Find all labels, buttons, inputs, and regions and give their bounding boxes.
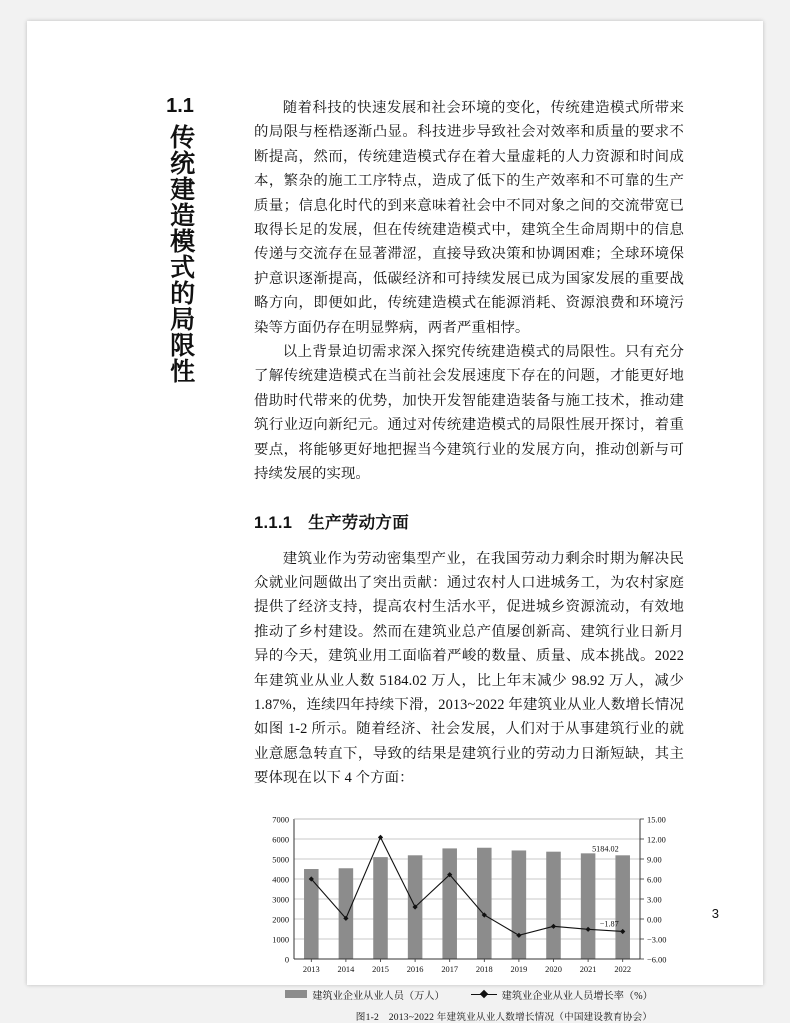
svg-text:15.00: 15.00 — [647, 814, 666, 824]
legend-label-line: 建筑业企业从业人员增长率（%） — [501, 990, 653, 1002]
body-column — [254, 96, 684, 1023]
svg-text:2018: 2018 — [475, 964, 493, 974]
legend-item-bars — [285, 987, 444, 1002]
chapter-heading — [145, 96, 215, 389]
section-title: 生产劳动方面 — [308, 513, 410, 532]
chart-legend — [254, 987, 684, 1002]
legend-item-line — [471, 987, 653, 1002]
svg-text:2020: 2020 — [545, 964, 562, 974]
section-heading — [254, 509, 684, 533]
svg-text:2017: 2017 — [441, 964, 459, 974]
svg-text:0.00: 0.00 — [647, 914, 662, 924]
bar-swatch-icon — [285, 990, 307, 998]
page-number: 3 — [711, 906, 719, 921]
paragraph-2: 以上背景迫切需求深入探究传统建造模式的局限性。只有充分了解传统建造模式在当前社会发展速度下存在的问题，才能更好地借助时代带来的优势，加快开发智能建造装备与施工技术，推动建筑行业迈向新纪元。通过对传统建造模式的局限性展开探讨，着重要点，将能够更好地把握当今建筑行业的发展方向，推动创新与可持续发展的实现。 — [254, 344, 684, 483]
figure-caption: 图1-2 2013~2022 年建筑业从业人数增长情况（中国建设教育协会） — [355, 1011, 653, 1023]
chapter-title: 传统建造模式的局限性 — [166, 124, 195, 384]
svg-text:2022: 2022 — [614, 964, 632, 974]
svg-text:2013: 2013 — [302, 964, 320, 974]
svg-text:2021: 2021 — [579, 964, 597, 974]
svg-text:4000: 4000 — [272, 874, 289, 884]
figure-1-2 — [254, 809, 684, 1023]
svg-text:2014: 2014 — [337, 964, 355, 974]
svg-text:0: 0 — [284, 954, 289, 964]
legend-label-bars: 建筑业企业从业人员（万人） — [312, 990, 445, 1002]
svg-text:3.00: 3.00 — [647, 894, 662, 904]
svg-text:2019: 2019 — [510, 964, 528, 974]
svg-text:6.00: 6.00 — [647, 874, 662, 884]
svg-text:3000: 3000 — [272, 894, 289, 904]
svg-text:2016: 2016 — [406, 964, 424, 974]
svg-text:−6.00: −6.00 — [647, 954, 667, 964]
svg-text:9.00: 9.00 — [647, 854, 662, 864]
svg-text:7000: 7000 — [272, 814, 289, 824]
chart-container — [254, 809, 684, 981]
employment-chart — [254, 809, 684, 981]
section-number: 1.1.1 — [254, 513, 293, 532]
document-page — [27, 21, 763, 1023]
svg-text:1000: 1000 — [272, 934, 289, 944]
paragraph-3: 建筑业作为劳动密集型产业，在我国劳动力剩余时期为解决民众就业问题做出了突出贡献：通过农村人口进城务工，为农村家庭提供了经济支持，提高农村生活水平，促进城乡资源流动，有效地推动了乡村建设。然而在建筑业总产值屡创新高、建筑行业日新月异的今天，建筑业用工面临着严峻的数量、质量、成本挑战。2022 年建筑业从业人数 5184.02 万人，比上年末减少 98.92 万人，减少 1.87%，连续四年持续下滑，2013~2022 年建筑业从业人数增长情况如图 1-2 所示。随着经济、社会发展，人们对于从事建筑行业的就业意愿急转直下，导致的结果是建筑行业的劳动力日渐短缺，其主要体现在以下 4 个方面： — [254, 550, 684, 787]
svg-text:5184.02: 5184.02 — [592, 843, 619, 853]
svg-text:6000: 6000 — [272, 834, 289, 844]
line-swatch-icon — [471, 990, 497, 999]
paragraph-1: 随着科技的快速发展和社会环境的变化，传统建造模式所带来的局限与桎梏逐渐凸显。科技进步导致社会对效率和质量的要求不断提高，然而，传统建造模式存在着大量虚耗的人力资源和时间成本，繁杂的施工工序特点，造成了低下的生产效率和不可靠的生产质量；信息化时代的到来意味着社会中不同对象之间的交流带宽已取得长足的发展，但在传统建造模式中，建筑全生命周期中的信息传递与交流存在显著滞涩，直接导致决策和协调困难；全球环境保护意识逐渐提高，低碳经济和可持续发展已成为国家发展的重要战略方向，即便如此，传统建造模式在能源消耗、资源浪费和环境污染等方面仍存在明显弊病，两者严重相悖。 — [254, 100, 684, 336]
svg-text:5000: 5000 — [272, 854, 289, 864]
chapter-number: 1.1 — [166, 95, 194, 117]
svg-text:2015: 2015 — [372, 964, 389, 974]
svg-text:12.00: 12.00 — [647, 834, 666, 844]
svg-text:2000: 2000 — [272, 914, 289, 924]
svg-text:−1.87: −1.87 — [599, 919, 619, 929]
svg-text:−3.00: −3.00 — [647, 934, 667, 944]
